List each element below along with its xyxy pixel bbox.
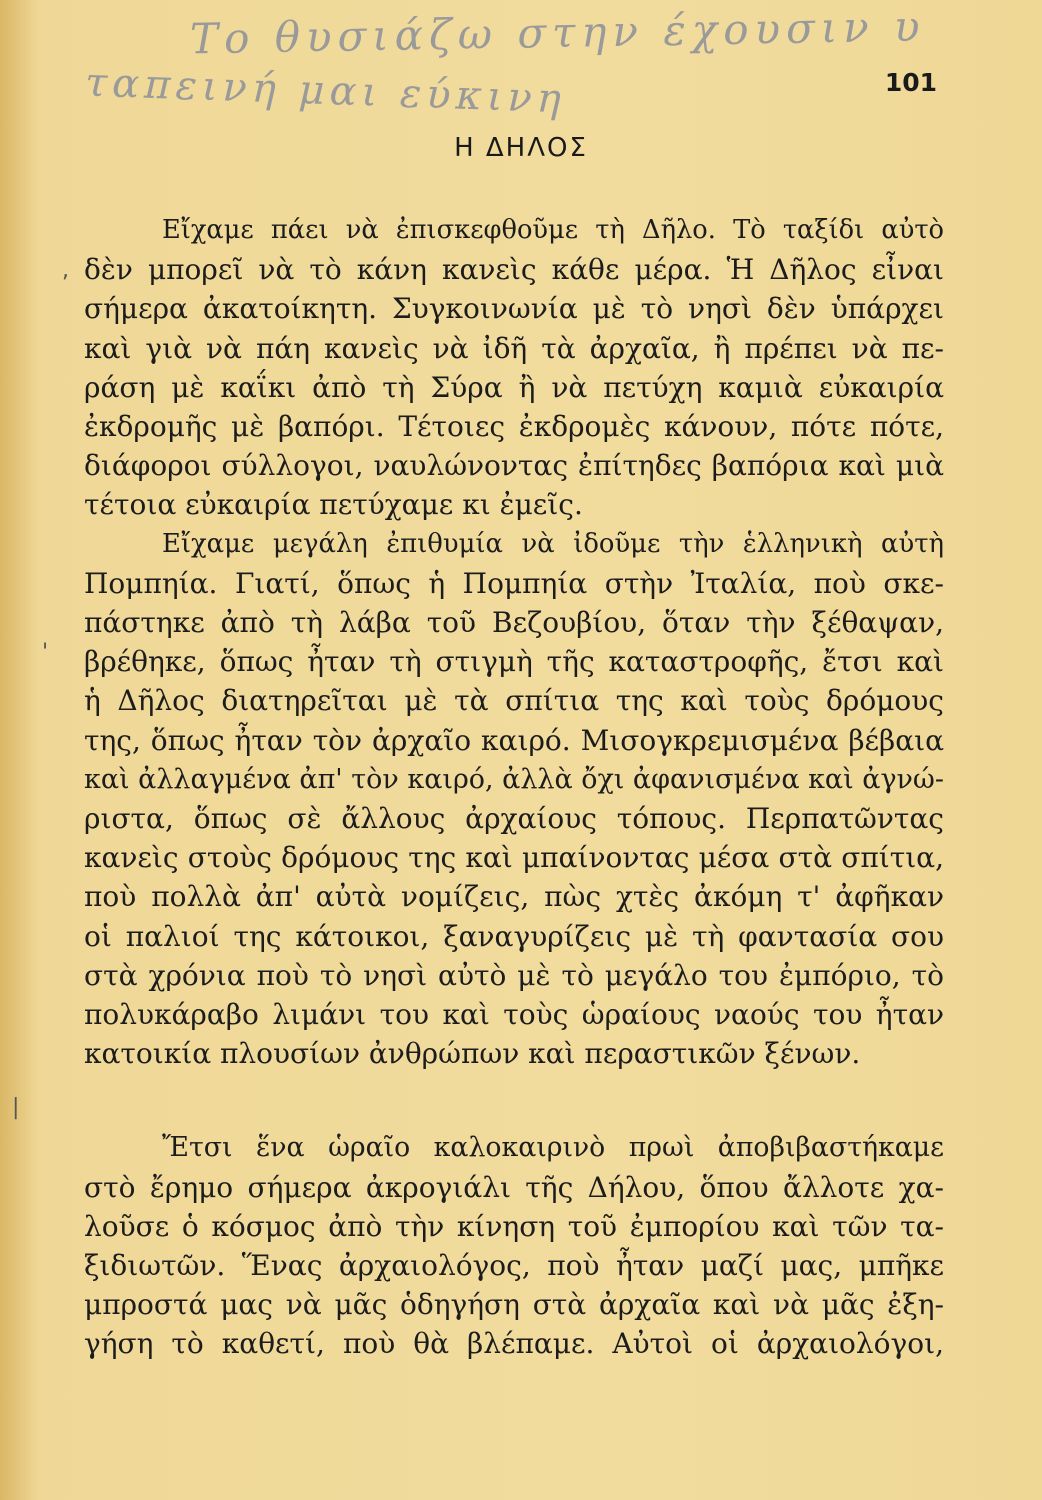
text-line: τέτοια εὐκαιρία πετύχαμε κι ἐμεῖς. bbox=[84, 488, 583, 522]
paragraph-1 bbox=[84, 211, 944, 525]
text-line: Πομπηία. Γιατί, ὅπως ἡ Πομπηία στὴν Ἰταλία, ποὺ σκε- bbox=[84, 566, 944, 600]
text-line: ριστα, ὅπως σὲ ἄλλους ἀρχαίους τόπους. Περπατῶντας bbox=[84, 802, 944, 836]
text-line: ἐκδρομῆς μὲ βαπόρι. Τέτοιες ἐκδρομὲς κάνουν, πότε πότε, bbox=[84, 410, 944, 444]
margin-tick-mark: | bbox=[12, 1095, 20, 1120]
text-line: δὲν μπορεῖ νὰ τὸ κάνη κανεὶς κάθε μέρα. Ἡ Δῆλος εἶναι bbox=[84, 253, 944, 287]
text-line: ράση μὲ καΐκι ἀπὸ τὴ Σύρα ἢ νὰ πετύχη καμιὰ εὐκαιρία bbox=[84, 370, 944, 404]
text-line: Εἴχαμε πάει νὰ ἐπισκεφθοῦμε τὴ Δῆλο. Τὸ ταξίδι αὐτὸ bbox=[162, 215, 944, 245]
margin-tick-mark: , bbox=[62, 258, 69, 283]
text-line: Ἔτσι ἕνα ὡραῖο καλοκαιρινὸ πρωὶ ἀποβιβαστήκαμε bbox=[162, 1132, 944, 1164]
text-line: πολυκάραβο λιμάνι του καὶ τοὺς ὡραίους ναούς του ἦταν bbox=[84, 998, 944, 1032]
text-line: οἱ παλιοί της κάτοικοι, ξαναγυρίζεις μὲ τὴ φαντασία σου bbox=[84, 919, 944, 953]
text-line: γήση τὸ καθετί, ποὺ θὰ βλέπαμε. Αὐτοὶ οἱ ἀρχαιολόγοι, bbox=[84, 1327, 944, 1361]
text-line: βρέθηκε, ὅπως ἦταν τὴ στιγμὴ τῆς καταστροφῆς, ἔτσι καὶ bbox=[84, 645, 944, 679]
text-line: κανεὶς στοὺς δρόμους της καὶ μπαίνοντας μέσα στὰ σπίτια, bbox=[84, 841, 944, 875]
text-line: Εἴχαμε μεγάλη ἐπιθυμία νὰ ἰδοῦμε τὴν ἑλληνικὴ αὐτὴ bbox=[162, 528, 944, 559]
text-line: πάστηκε ἀπὸ τὴ λάβα τοῦ Βεζουβίου, ὅταν τὴν ξέθαψαν, bbox=[84, 606, 944, 640]
paragraph-2 bbox=[84, 525, 944, 1074]
text-line: καὶ ἀλλαγμένα ἀπ' τὸν καιρό, ἀλλὰ ὄχι ἀφανισμένα καὶ ἀγνώ- bbox=[84, 763, 944, 795]
text-line: κατοικία πλουσίων ἀνθρώπων καὶ περαστικῶν ξένων. bbox=[84, 1037, 861, 1071]
text-line: στὸ ἔρημο σήμερα ἀκρογιάλι τῆς Δήλου, ὅπου ἄλλοτε χα- bbox=[84, 1170, 944, 1204]
page-number: 101 bbox=[884, 68, 937, 97]
annotation-line-1: Το θυσιάζω στην έχουσιν υ bbox=[189, 1, 927, 64]
paragraph-3 bbox=[84, 1128, 944, 1363]
text-line: καὶ γιὰ νὰ πάη κανεὶς νὰ ἰδῆ τὰ ἀρχαῖα, ἢ πρέπει νὰ πε- bbox=[84, 331, 944, 365]
text-line: ποὺ πολλὰ ἀπ' αὐτὰ νομίζεις, πὼς χτὲς ἀκόμη τ' ἀφῆκαν bbox=[84, 880, 944, 914]
text-line: σήμερα ἀκατοίκητη. Συγκοινωνία μὲ τὸ νησὶ δὲν ὑπάρχει bbox=[84, 292, 944, 326]
text-line: ξιδιωτῶν. Ἕνας ἀρχαιολόγος, ποὺ ἦταν μαζί μας, μπῆκε bbox=[84, 1249, 944, 1283]
chapter-title: Η ΔΗΛΟΣ bbox=[454, 133, 588, 163]
text-line: στὰ χρόνια ποὺ τὸ νησὶ αὐτὸ μὲ τὸ μεγάλο του ἐμπόριο, τὸ bbox=[84, 958, 944, 992]
text-line: της, ὅπως ἦταν τὸν ἀρχαῖο καιρό. Μισογκρεμισμένα βέβαια bbox=[84, 723, 944, 757]
annotation-line-2: ταπεινή μαι εύκινη bbox=[84, 59, 567, 123]
text-line: μπροστά μας νὰ μᾶς ὁδηγήση στὰ ἀρχαῖα καὶ νὰ μᾶς ἐξη- bbox=[84, 1288, 944, 1322]
text-line: ἡ Δῆλος διατηρεῖται μὲ τὰ σπίτια της καὶ τοὺς δρόμους bbox=[84, 684, 944, 718]
text-line: λοῦσε ὁ κόσμος ἀπὸ τὴν κίνηση τοῦ ἐμπορίου καὶ τῶν τα- bbox=[84, 1209, 944, 1243]
text-line: διάφοροι σύλλογοι, ναυλώνοντας ἐπίτηδες βαπόρια καὶ μιὰ bbox=[84, 449, 944, 483]
margin-tick-mark: ' bbox=[42, 640, 49, 665]
body-text bbox=[84, 211, 944, 1364]
